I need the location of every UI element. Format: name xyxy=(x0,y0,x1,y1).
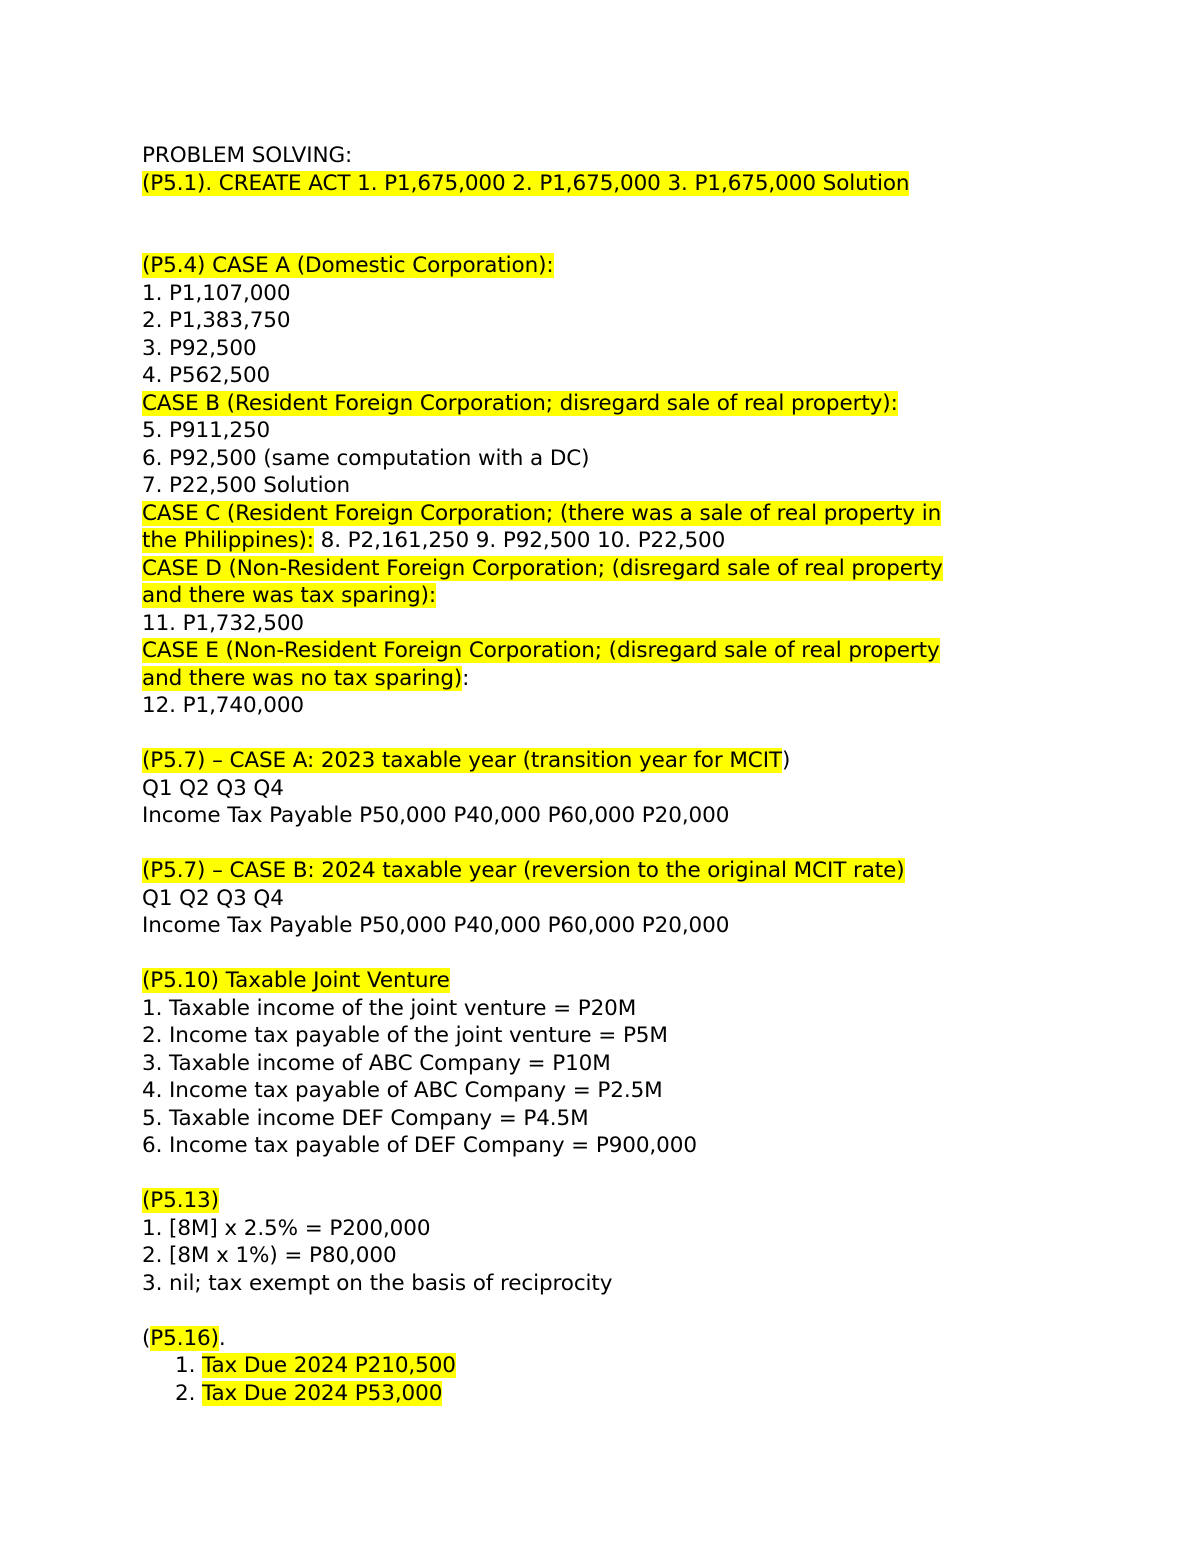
quarter-headers: Q1 Q2 Q3 Q4 xyxy=(142,885,284,911)
p5-4-case-d-title: CASE D (Non-Resident Foreign Corporation; (disregard sale of real property xyxy=(142,555,943,581)
p5-4-case-e-title: CASE E (Non-Resident Foreign Corporation; (disregard sale of real property xyxy=(142,638,940,663)
p5-4-case-c-title: CASE C (Resident Foreign Corporation; (there was a sale of real property in xyxy=(142,500,942,526)
list-item: 1. P1,107,000 xyxy=(142,280,291,306)
quarter-headers: Q1 Q2 Q3 Q4 xyxy=(142,775,284,801)
p5-1-answer: (P5.1). CREATE ACT 1. P1,675,000 2. P1,675,000 3. P1,675,000 Solution xyxy=(142,170,910,196)
p5-4-case-c-title-cont: the Philippines): xyxy=(142,528,314,553)
list-item xyxy=(175,1352,1062,1380)
p5-16-title: P5.16) xyxy=(150,1325,219,1351)
p5-4-case-c-answers: 8. P2,161,250 9. P92,500 10. P22,500 xyxy=(313,528,726,553)
p5-7-case-b-title: (P5.7) – CASE B: 2024 taxable year (reversion to the original MCIT rate) xyxy=(142,858,905,883)
list-item: 5. P911,250 xyxy=(142,418,271,443)
list-item: 3. P92,500 xyxy=(142,335,257,361)
list-item: 1. [8M] x 2.5% = P200,000 xyxy=(142,1215,431,1241)
list-item: 3. nil; tax exempt on the basis of reciprocity xyxy=(142,1270,613,1296)
list-item: 12. P1,740,000 xyxy=(142,693,305,718)
p5-4-case-e-title-cont: and there was no tax sparing) xyxy=(142,665,463,691)
p5-4-case-a-title: (P5.4) CASE A (Domestic Corporation): xyxy=(142,253,554,278)
list-item: 11. P1,732,500 xyxy=(142,610,305,636)
list-item: 2. [8M x 1%) = P80,000 xyxy=(142,1243,397,1268)
list-item: 6. P92,500 (same computation with a DC) xyxy=(142,445,590,471)
p5-16-title-open: ( xyxy=(142,1325,151,1351)
document-page xyxy=(142,142,1062,1407)
tax-due-text: Tax Due 2024 P210,500 xyxy=(202,1353,456,1378)
p5-16-title-dot: . xyxy=(218,1325,226,1351)
income-tax-payable-row: Income Tax Payable P50,000 P40,000 P60,000 P20,000 xyxy=(142,803,730,828)
p5-13-title: (P5.13) xyxy=(142,1188,219,1213)
p5-4-case-e-colon: : xyxy=(462,665,470,691)
list-item: 4. Income tax payable of ABC Company = P2.5M xyxy=(142,1078,663,1103)
p5-7-case-a-title-end: ) xyxy=(781,748,791,773)
list-item: 4. P562,500 xyxy=(142,363,271,388)
p5-4-case-b-title: CASE B (Resident Foreign Corporation; disregard sale of real property): xyxy=(142,390,898,416)
list-item: 3. Taxable income of ABC Company = P10M xyxy=(142,1050,611,1076)
list-number: 1. xyxy=(175,1353,196,1378)
list-item: 1. Taxable income of the joint venture = P20M xyxy=(142,995,637,1021)
p5-10-title: (P5.10) Taxable Joint Venture xyxy=(142,968,450,993)
list-item xyxy=(175,1380,1062,1408)
p5-7-case-a-title: (P5.7) – CASE A: 2023 taxable year (transition year for MCIT xyxy=(142,748,782,773)
list-item: 2. P1,383,750 xyxy=(142,308,291,333)
list-number: 2. xyxy=(175,1380,196,1406)
tax-due-text: Tax Due 2024 P53,000 xyxy=(202,1380,443,1406)
income-tax-payable-row: Income Tax Payable P50,000 P40,000 P60,000 P20,000 xyxy=(142,913,730,938)
list-item: 6. Income tax payable of DEF Company = P900,000 xyxy=(142,1133,697,1158)
p5-4-case-d-title-cont: and there was tax sparing): xyxy=(142,583,436,608)
p5-16-list xyxy=(142,1352,1062,1407)
list-item: 7. P22,500 Solution xyxy=(142,473,351,498)
section-heading: PROBLEM SOLVING: xyxy=(142,143,353,168)
list-item: 5. Taxable income DEF Company = P4.5M xyxy=(142,1105,589,1131)
list-item: 2. Income tax payable of the joint venture = P5M xyxy=(142,1023,668,1048)
